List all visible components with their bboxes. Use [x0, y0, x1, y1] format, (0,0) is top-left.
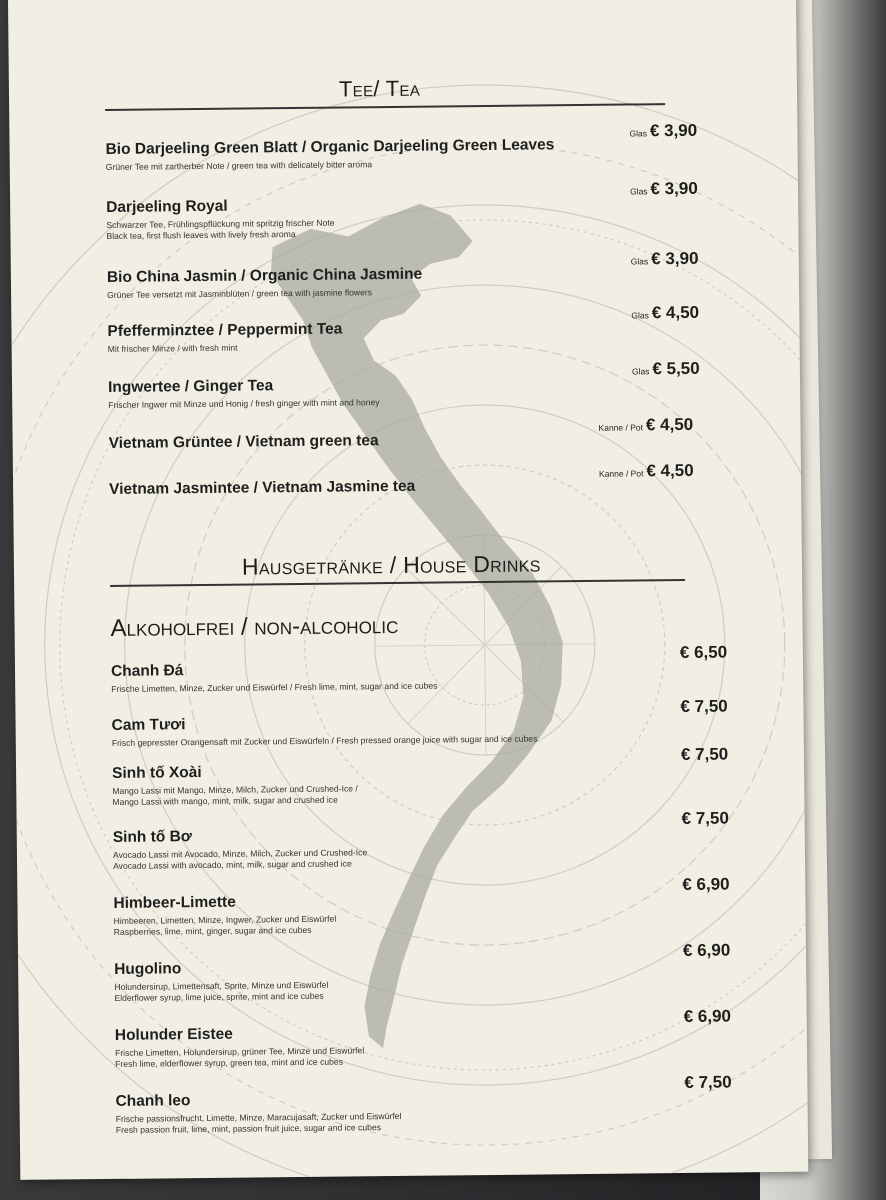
menu-item-price: [680, 643, 727, 663]
menu-item: [115, 1021, 715, 1069]
menu-item-name: Hugolino: [114, 960, 182, 978]
menu-item-description: Black tea, first flush leaves with lively fresh aroma: [106, 229, 296, 241]
menu-item-name: Holunder Eistee: [114, 1025, 233, 1044]
menu-item-name: Chanh leo: [115, 1092, 191, 1110]
serving-unit: Kanne / Pot: [598, 468, 644, 479]
menu-item-price: [682, 808, 729, 828]
menu-item-price: [680, 697, 727, 717]
menu-item-description: Fresh lime, elderflower syrup, green tea, mint and ice cubes: [115, 1056, 344, 1069]
house-drinks-title-rule: [110, 579, 685, 587]
price-amount: € 7,50: [684, 1072, 732, 1092]
menu-item-description: Frische passionsfrucht, Limette, Minze, Maracujasaft, Zucker und Eiswürfel: [115, 1110, 402, 1124]
price-amount: € 4,50: [651, 302, 700, 323]
menu-item-description: Himbeeren, Limetten, Minze, Ingwer, Zucker und Eiswürfel: [113, 913, 337, 926]
menu-item-description: Schwarzer Tee, Frühlingspflückung mit spritzig frischer Note: [106, 217, 335, 230]
menu-item-name: Ingwertee / Ginger Tea: [107, 377, 274, 396]
house-drinks-section-title: Hausgetränke / House Drinks: [241, 550, 541, 580]
serving-unit: Kanne / Pot: [598, 422, 643, 433]
menu-item: [108, 373, 708, 410]
menu-item-description: Mango Lassi mit Mango, Minze, Milch, Zucker und Crushed-Ice /: [112, 783, 358, 796]
price-amount: € 4,50: [646, 460, 694, 481]
menu-item-price: [684, 1072, 731, 1092]
menu-item-price: [632, 359, 700, 380]
serving-unit: Glas: [629, 128, 647, 139]
price-amount: € 3,90: [649, 120, 698, 141]
menu-item-description: Grüner Tee mit zartherber Note / green tea with delicately bitter aroma: [105, 159, 373, 172]
menu-item: [112, 759, 712, 807]
menu-item: [113, 823, 713, 871]
serving-unit: Glas: [631, 366, 650, 377]
menu-item: [112, 711, 712, 748]
menu-item-description: Frische Limetten, Minze, Zucker und Eiswürfel / Fresh lime, mint, sugar and ice cubes: [111, 680, 438, 694]
menu-item-price: [681, 745, 728, 765]
menu-item-name: Chanh Đá: [110, 662, 184, 680]
menu-item-name: Himbeer-Limette: [113, 893, 236, 912]
menu-item-price: [684, 1006, 731, 1026]
price-amount: € 7,50: [680, 744, 729, 764]
price-amount: € 7,50: [681, 808, 729, 828]
price-amount: € 6,90: [682, 874, 730, 894]
menu-item-description: Raspberries, lime, mint, ginger, sugar and ice cubes: [113, 924, 312, 937]
menu-item-description: Mango Lassi with mango, mint, milk, sugar and crushed ice: [112, 794, 338, 807]
menu-item: [107, 263, 707, 300]
price-amount: € 6,50: [679, 642, 728, 662]
menu-item: [115, 1087, 715, 1135]
menu-item-price: [631, 249, 699, 270]
price-amount: € 4,50: [645, 414, 694, 435]
non-alcoholic-subtitle: Alkoholfrei / non-alcoholic: [110, 611, 399, 642]
tea-section-title: Tee/ Tea: [338, 75, 421, 102]
menu-item-description: Holundersirup, Limettensaft, Sprite, Minze und Eiswürfel: [114, 979, 329, 992]
menu-item-description: Elderflower syrup, lime juice, sprite, mint and ice cubes: [114, 990, 324, 1003]
menu-item-description: Mit frischer Minze / with fresh mint: [107, 342, 238, 354]
menu-item-name: Cam Tươi: [111, 716, 186, 734]
price-amount: € 5,50: [652, 358, 700, 379]
menu-item-name: Bio Darjeeling Green Blatt / Organic Darjeeling Green Leaves: [105, 136, 555, 158]
price-amount: € 6,90: [682, 940, 731, 960]
menu-item-price: [631, 303, 699, 324]
serving-unit: Glas: [629, 186, 648, 197]
menu-item-name: Sinh tố Xoài: [112, 764, 202, 782]
menu-item-price: [630, 179, 698, 200]
price-amount: € 3,90: [651, 248, 699, 269]
menu-item-name: Pfefferminztee / Peppermint Tea: [107, 320, 343, 340]
menu-item: [111, 657, 711, 694]
menu-item-name: Sinh tố Bơ: [112, 828, 192, 846]
menu-item-name: Vietnam Grüntee / Vietnam green tea: [108, 432, 379, 452]
menu-item-price: [629, 121, 697, 142]
menu-item-description: Grüner Tee versetzt mit Jasminblüten / green tea with jasmine flowers: [107, 287, 373, 300]
menu-item-description: Avocado Lassi with avocado, mint, milk, sugar and crushed ice: [113, 858, 352, 871]
serving-unit: Glas: [631, 310, 649, 321]
menu-page: [8, 0, 808, 1180]
menu-item-name: Bio China Jasmin / Organic China Jasmine: [106, 265, 423, 286]
price-amount: € 6,90: [683, 1006, 732, 1026]
menu-item-price: [682, 874, 729, 894]
menu-item-price: [683, 940, 730, 960]
menu-item-price: [599, 461, 694, 482]
menu-item-price: [598, 415, 693, 436]
price-amount: € 3,90: [650, 178, 698, 199]
menu-content: [8, 0, 808, 1180]
tea-title-rule: [105, 103, 665, 110]
menu-item: [106, 193, 706, 241]
menu-item-name: Darjeeling Royal: [106, 197, 228, 216]
menu-item-description: Frische Limetten, Holundersirup, grüner Tee, Minze und Eiswürfel: [114, 1045, 365, 1058]
serving-unit: Glas: [630, 256, 649, 267]
menu-item-description: Fresh passion fruit, lime, mint, passion fruit juice, sugar and ice cubes: [115, 1122, 381, 1135]
price-amount: € 7,50: [680, 696, 728, 716]
menu-item: [105, 135, 705, 172]
menu-item: [114, 955, 714, 1003]
menu-item-description: Frischer Ingwer mit Minze und Honig / fresh ginger with mint and honey: [108, 397, 380, 410]
menu-item: [107, 317, 707, 354]
menu-item-description: Avocado Lassi mit Avocado, Minze, Milch, Zucker und Crushed-Ice: [112, 847, 368, 860]
menu-item-name: Vietnam Jasmintee / Vietnam Jasmine tea: [109, 477, 416, 498]
menu-item-description: Frisch gepresster Orangensaft mit Zucker und Eiswürfeln / Fresh pressed orange juice with sugar and ice cubes: [111, 733, 538, 748]
menu-item: [113, 889, 713, 937]
